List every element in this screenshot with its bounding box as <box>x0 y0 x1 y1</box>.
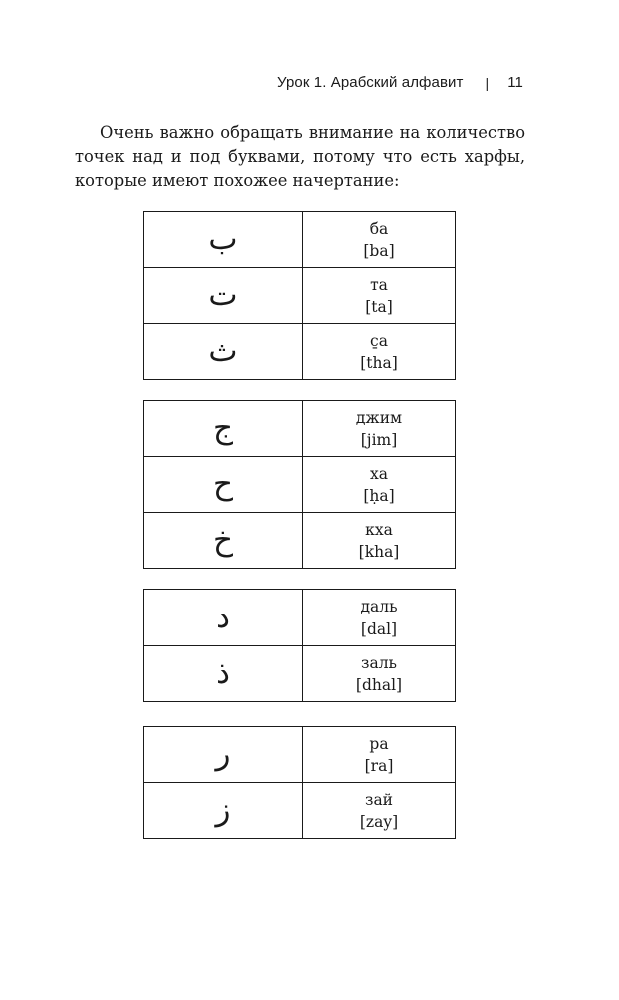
letter-table-group-1 <box>143 211 456 380</box>
letter-transliteration: [dal] <box>360 619 398 638</box>
letter-transliteration: [kha] <box>358 542 400 561</box>
letter-transliteration: [dhal] <box>355 675 403 694</box>
letter-name: ха <box>370 464 388 483</box>
letter-name: ра <box>369 734 389 753</box>
letter-row <box>144 513 456 569</box>
letter-row <box>144 727 456 783</box>
letter-transliteration: [zay] <box>359 812 399 831</box>
arabic-letter: ب <box>144 212 303 268</box>
letter-name: джим <box>355 408 403 427</box>
arabic-letter: ج <box>144 401 303 457</box>
arabic-letter: د <box>144 590 303 646</box>
letter-name-cell <box>303 783 456 839</box>
letter-row <box>144 212 456 268</box>
letter-table-group-2 <box>143 400 456 569</box>
letter-transliteration: [ra] <box>364 756 394 775</box>
letter-name-cell <box>303 646 456 702</box>
running-title: Урок 1. Арабский алфавит <box>277 74 464 91</box>
letter-name: зай <box>364 790 394 809</box>
header-separator: | <box>485 74 490 91</box>
letter-name: заль <box>361 653 397 672</box>
letter-transliteration: [jim] <box>360 430 398 449</box>
letter-row <box>144 324 456 380</box>
arabic-letter: ت <box>144 268 303 324</box>
arabic-letter: ر <box>144 727 303 783</box>
letter-table-group-3 <box>143 589 456 702</box>
letter-row <box>144 783 456 839</box>
letter-name-cell <box>303 457 456 513</box>
letter-row <box>144 646 456 702</box>
letter-transliteration: [ta] <box>365 297 393 316</box>
letter-name: кха <box>365 520 393 539</box>
letter-row <box>144 457 456 513</box>
letter-name-cell <box>303 401 456 457</box>
intro-paragraph: Очень важно обращать внимание на количество точек над и под буквами, потому что есть харфы, которые имеют похожее начертание: <box>75 123 525 190</box>
letter-name: та <box>370 275 388 294</box>
arabic-letter: ز <box>144 783 303 839</box>
letter-name-cell <box>303 590 456 646</box>
running-header <box>277 74 523 91</box>
letter-name-cell <box>303 324 456 380</box>
letter-table-group-4 <box>143 726 456 839</box>
letter-name: ба <box>369 219 389 238</box>
arabic-letter: ث <box>144 324 303 380</box>
arabic-letter: ذ <box>144 646 303 702</box>
letter-row <box>144 590 456 646</box>
page-number: 11 <box>507 74 523 91</box>
letter-name-cell <box>303 212 456 268</box>
letter-name: даль <box>360 597 398 616</box>
letter-name: с̱а <box>370 331 388 350</box>
arabic-letter: ح <box>144 457 303 513</box>
letter-transliteration: [ḥa] <box>363 486 395 505</box>
letter-row <box>144 401 456 457</box>
letter-transliteration: [tha] <box>360 353 398 372</box>
arabic-letter: خ <box>144 513 303 569</box>
letter-name-cell <box>303 513 456 569</box>
letter-name-cell <box>303 268 456 324</box>
letter-transliteration: [ba] <box>363 241 395 260</box>
letter-row <box>144 268 456 324</box>
letter-name-cell <box>303 727 456 783</box>
